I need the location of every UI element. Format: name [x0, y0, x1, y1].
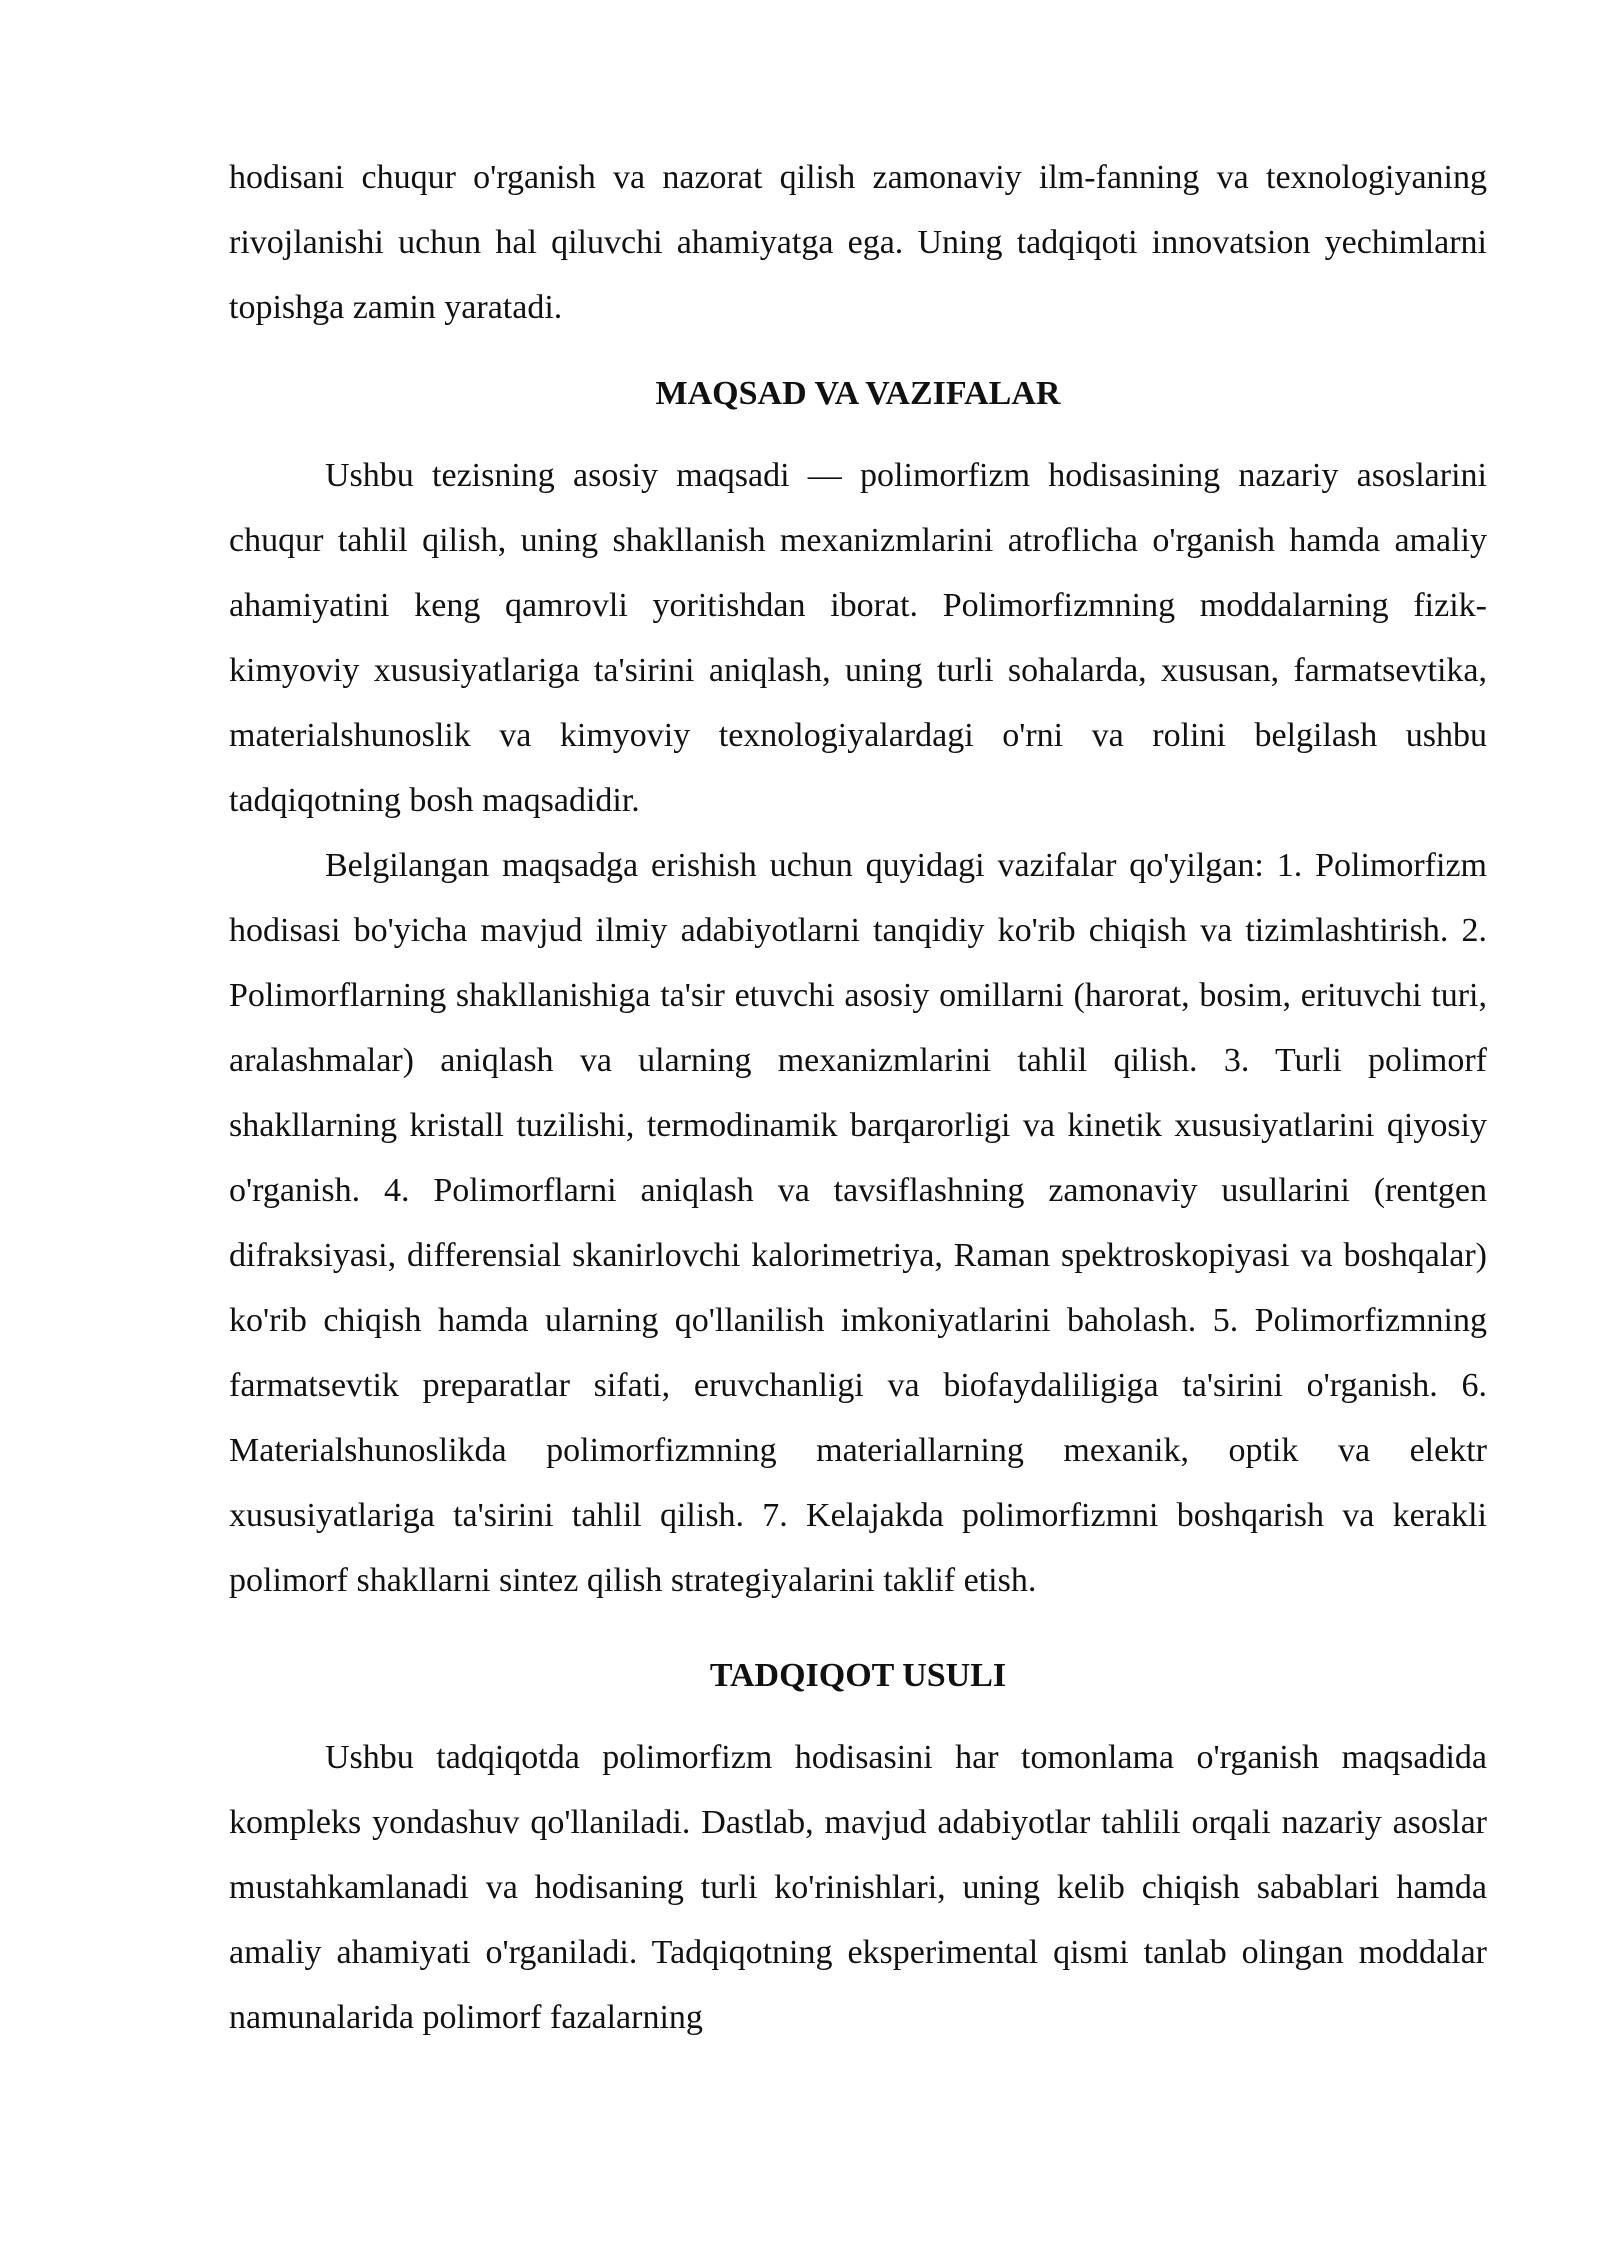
- section-heading-method: TADQIQOT USULI: [709, 1657, 1007, 1694]
- goals-paragraph-1: Ushbu tezisning asosiy maqsadi — polimorfizm hodisasining nazariy asoslarini chuqur tahlil qilish, uning shakllanish mexanizmlarini atroflicha o'rganish hamda amaliy ahamiyatini keng qamrovli yoritishdan iborat. Polimorfizmning moddalarning fizik-kimyoviy xususiyatlariga ta'sirini aniqlash, uning turli sohalarda, xususan, farmatsevtika, materialshunoslik va kimyoviy texnologiyalardagi o'rni va rolini belgilash ushbu tadqiqotning bosh maqsadidir.: [229, 457, 1487, 819]
- goals-paragraph-2: Belgilangan maqsadga erishish uchun quyidagi vazifalar qo'yilgan: 1. Polimorfizm hodisasi bo'yicha mavjud ilmiy adabiyotlarni tanqidiy ko'rib chiqish va tizimlashtirish. 2. Polimorflarning shakllanishiga ta'sir etuvchi asosiy omillarni (harorat, bosim, erituvchi turi, aralashmalar) aniqlash va ularning mexanizmlarini tahlil qilish. 3. Turli polimorf shakllarning kristall tuzilishi, termodinamik barqarorligi va kinetik xususiyatlarini qiyosiy o'rganish. 4. Polimorflarni aniqlash va tavsiflashning zamonaviy usullarini (rentgen difraksiyasi, differensial skanirlovchi kalorimetriya, Raman spektroskopiyasi va boshqalar) ko'rib chiqish hamda ularning qo'llanilish imkoniyatlarini baholash. 5. Polimorfizmning farmatsevtik preparatlar sifati, eruvchanligi va biofaydaliligiga ta'sirini o'rganish. 6. Materialshunoslikda polimorfizmning materiallarning mexanik, optik va elektr xususiyatlariga ta'sirini tahlil qilish. 7. Kelajakda polimorfizmni boshqarish va kerakli polimorf shakllarni sintez qilish strategiyalarini taklif etish.: [229, 847, 1487, 1599]
- document-page: [229, 145, 1487, 2050]
- section-heading-goals: MAQSAD VA VAZIFALAR: [655, 375, 1061, 412]
- intro-paragraph: hodisani chuqur o'rganish va nazorat qilish zamonaviy ilm-fanning va texnologiyaning rivojlanishi uchun hal qiluvchi ahamiyatga ega. Uning tadqiqoti innovatsion yechimlarni topishga zamin yaratadi.: [229, 159, 1487, 326]
- method-paragraph-1: Ushbu tadqiqotda polimorfizm hodisasini har tomonlama o'rganish maqsadida kompleks yondashuv qo'llaniladi. Dastlab, mavjud adabiyotlar tahlili orqali nazariy asoslar mustahkamlanadi va hodisaning turli ko'rinishlari, uning kelib chiqish sabablari hamda amaliy ahamiyati o'rganiladi. Tadqiqotning eksperimental qismi tanlab olingan moddalar namunalarida polimorf fazalarning: [229, 1739, 1487, 2036]
